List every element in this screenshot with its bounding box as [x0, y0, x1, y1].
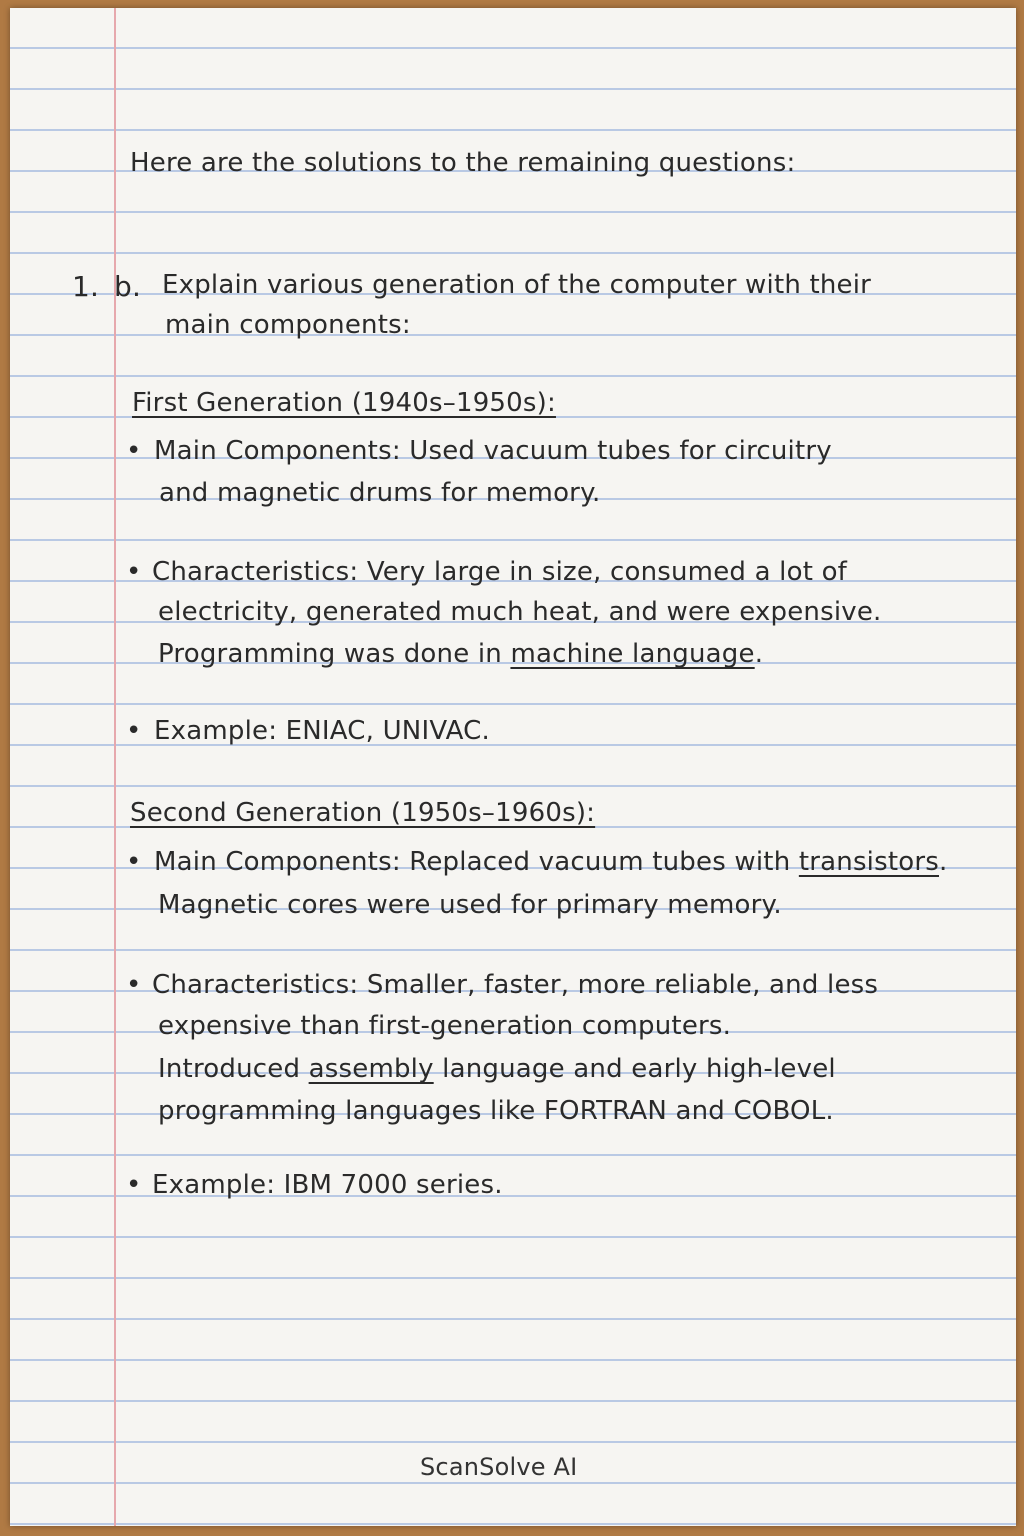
line-text: .	[939, 847, 948, 877]
first-components-line-2: and magnetic drums for memory.	[159, 478, 601, 508]
first-characteristics-line-3	[158, 639, 763, 669]
line-text: language and early high-level	[442, 1054, 836, 1084]
first-characteristics-line-2: electricity, generated much heat, and were expensive.	[158, 597, 882, 627]
emphasis-machine-language: machine language	[510, 639, 755, 669]
second-example: Example: IBM 7000 series.	[152, 1170, 503, 1200]
bullet-icon: •	[126, 970, 142, 1000]
second-characteristics-line-4: programming languages like FORTRAN and COBOL.	[158, 1096, 834, 1126]
line-text: .	[754, 639, 764, 669]
notebook-page	[10, 8, 1016, 1526]
first-generation-heading: First Generation (1940s–1950s):	[132, 388, 556, 418]
question-line-1: Explain various generation of the computer with their	[162, 270, 872, 300]
intro-text: Here are the solutions to the remaining questions:	[130, 148, 796, 178]
first-characteristics-line-1: Characteristics: Very large in size, consumed a lot of	[152, 557, 848, 587]
second-characteristics-line-3	[158, 1054, 836, 1084]
footer-brand: ScanSolve AI	[420, 1453, 578, 1481]
emphasis-transistors: transistors	[798, 847, 939, 877]
second-generation-heading: Second Generation (1950s–1960s):	[130, 798, 596, 828]
bullet-icon: •	[126, 557, 142, 587]
second-characteristics-line-1: Characteristics: Smaller, faster, more reliable, and less	[152, 970, 879, 1000]
line-text: Programming was done in	[158, 639, 502, 669]
first-example: Example: ENIAC, UNIVAC.	[154, 716, 490, 746]
second-components-line-2: Magnetic cores were used for primary memory.	[158, 890, 782, 920]
bullet-icon: •	[126, 716, 142, 746]
second-characteristics-line-2: expensive than first-generation computers.	[158, 1011, 732, 1041]
emphasis-assembly: assembly	[308, 1054, 434, 1084]
question-line-2: main components:	[165, 310, 411, 340]
line-text: Introduced	[158, 1054, 301, 1084]
question-number: 1.	[72, 270, 100, 303]
margin-line	[114, 8, 116, 1526]
second-components-line-1	[154, 847, 947, 877]
bullet-icon: •	[126, 436, 142, 466]
line-text: Main Components: Replaced vacuum tubes with	[154, 847, 791, 877]
first-components-line-1: Main Components: Used vacuum tubes for circuitry	[154, 436, 832, 466]
question-letter: b.	[114, 270, 142, 303]
bullet-icon: •	[126, 847, 142, 877]
bullet-icon: •	[126, 1170, 142, 1200]
